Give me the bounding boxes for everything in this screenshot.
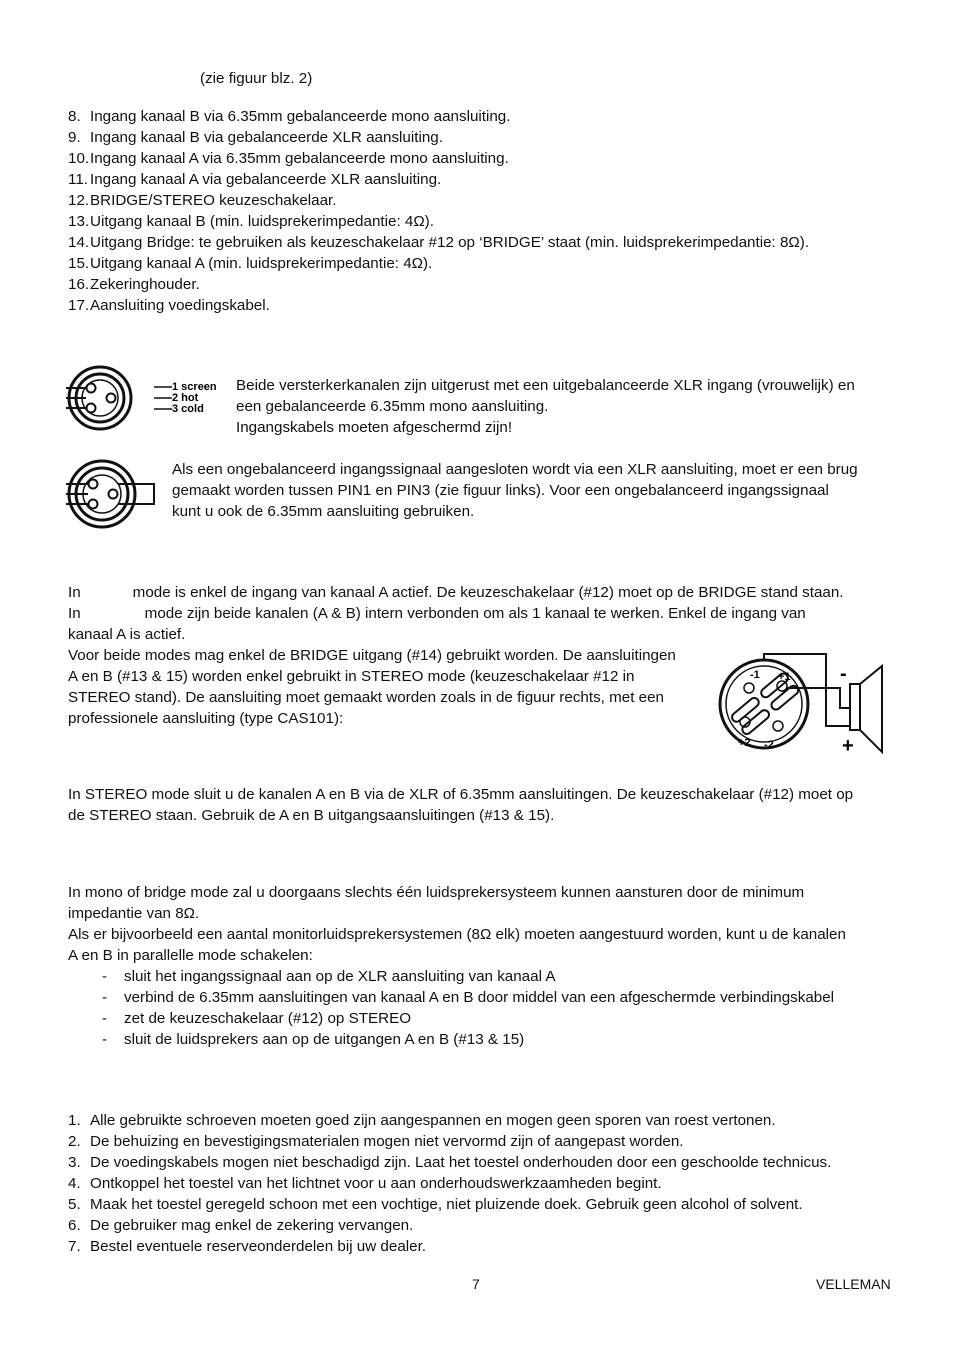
xlr-balanced-line: Beide versterkerkanalen zijn uitgerust met een uitgebalanceerde XLR ingang (vrouwelijk) en [236,377,855,394]
maintenance-item [68,1131,684,1152]
stereo-line: In STEREO mode sluit u de kanalen A en B via de XLR of 6.35mm aansluitingen. De keuzeschakelaar (#12) moet op [68,786,854,803]
xlr-unbalanced-line: kunt u ook de 6.35mm aansluiting gebruiken. [172,503,475,520]
connection-item [68,127,443,148]
bullet-text: sluit de luidsprekers aan op de uitgangen A en B (#13 & 15) [124,1031,525,1048]
parallel-line: impedantie van 8Ω. [68,905,200,922]
list-item-text: BRIDGE/STEREO keuzeschakelaar. [90,192,337,209]
list-item-text: Ingang kanaal A via 6.35mm gebalanceerde mono aansluiting. [90,150,509,167]
list-item-number: 6. [68,1217,81,1234]
list-item-text: De gebruiker mag enkel de zekering vervangen. [90,1217,414,1234]
list-item-text: Uitgang kanaal A (min. luidsprekerimpedantie: 4Ω). [90,255,433,272]
parallel-line: In mono of bridge mode zal u doorgaans slechts één luidsprekersysteem kunnen aansturen door de minimum [68,884,805,901]
bullet-text: zet de keuzeschakelaar (#12) op STEREO [124,1010,412,1027]
bridge-paragraph-line: Voor beide modes mag enkel de BRIDGE uitgang (#14) gebruikt worden. De aansluitingen [68,647,676,664]
list-item-number: 14. [68,234,90,251]
xlr-pin2-label: 2 hot [172,392,199,404]
list-item-text: De voedingskabels mogen niet beschadigd zijn. Laat het toestel onderhouden door een geschoolde technicus. [90,1154,832,1171]
bullet-item [102,1008,411,1029]
maintenance-item [68,1110,776,1131]
connection-item [68,211,434,232]
bullet-dash: - [102,1010,108,1027]
page-number: 7 [472,1276,480,1292]
xlr-unbalanced-diagram [66,458,166,532]
bridge-paragraph-line: STEREO stand). De aansluiting moet gemaakt worden zoals in de figuur rechts, met een [68,689,664,706]
maintenance-item [68,1152,831,1173]
bridge-mode-line-1: In mode is enkel de ingang van kanaal A actief. De keuzeschakelaar (#12) moet op de BRIDGE stand staan. [68,584,844,601]
connection-item [68,148,509,169]
bullet-text: sluit het ingangssignaal aan op de XLR aansluiting van kanaal A [124,968,556,985]
list-item-text: Zekeringhouder. [90,276,200,293]
figure-reference-note: (zie figuur blz. 2) [200,70,313,87]
list-item-text: Bestel eventuele reserveonderdelen bij uw dealer. [90,1238,427,1255]
list-item-text: Uitgang Bridge: te gebruiken als keuzeschakelaar #12 op ‘BRIDGE’ staat (min. luidsprekerimpedantie: 8Ω). [90,234,810,251]
xlr-pin1-label: 1 screen [172,381,217,393]
list-item-number: 17. [68,297,90,314]
xlr-balanced-line: een gebalanceerde 6.35mm mono aansluiting. [236,398,549,415]
xlr-unbalanced-line: gemaakt worden tussen PIN1 en PIN3 (zie figuur links). Voor een ongebalanceerd ingangssignaal [172,482,829,499]
connection-item [68,295,270,316]
connection-item [68,274,200,295]
list-item-text: De behuizing en bevestigingsmaterialen mogen niet vervormd zijn of aangepast worden. [90,1133,684,1150]
list-item-text: Maak het toestel geregeld schoon met een vochtige, niet pluizende doek. Gebruik geen alcohol of solvent. [90,1196,803,1213]
bridge-mode-line-2: In mode zijn beide kanalen (A & B) intern verbonden om als 1 kanaal te werken. Enkel de ingang van [68,605,806,622]
bullet-item [102,1029,524,1050]
list-item-text: Ingang kanaal B via gebalanceerde XLR aansluiting. [90,129,443,146]
list-item-number: 12. [68,192,90,209]
bullet-item [102,966,555,987]
list-item-number: 9. [68,129,81,146]
list-item-number: 16. [68,276,90,293]
list-item-number: 4. [68,1175,81,1192]
list-item-number: 3. [68,1154,81,1171]
connection-item [68,190,336,211]
list-item-number: 13. [68,213,90,230]
list-item-text: Aansluiting voedingskabel. [90,297,270,314]
list-item-text: Ingang kanaal B via 6.35mm gebalanceerde mono aansluiting. [90,108,511,125]
speakon-minus1-label: -1 [750,669,760,681]
speakon-plus2-label: +2 [738,737,751,749]
bullet-dash: - [102,1031,108,1048]
maintenance-item [68,1236,426,1257]
bridge-mode-line-3: kanaal A is actief. [68,626,186,643]
bridge-paragraph-line: professionele aansluiting (type CAS101): [68,710,344,727]
parallel-line: A en B in parallelle mode schakelen: [68,947,313,964]
stereo-line: de STEREO staan. Gebruik de A en B uitgangsaansluitingen (#13 & 15). [68,807,555,824]
list-item-text: Ingang kanaal A via gebalanceerde XLR aansluiting. [90,171,442,188]
xlr-unbalanced-line: Als een ongebalanceerd ingangssignaal aangesloten wordt via een XLR aansluiting, moet er een brug [172,461,858,478]
list-item-number: 8. [68,108,81,125]
speakon-minus2-label: -2 [764,739,774,751]
xlr-balanced-line: Ingangskabels moeten afgeschermd zijn! [236,419,513,436]
list-item-text: Uitgang kanaal B (min. luidsprekerimpedantie: 4Ω). [90,213,434,230]
list-item-text: Alle gebruikte schroeven moeten goed zijn aangespannen en mogen geen sporen van roest vertonen. [90,1112,776,1129]
xlr-balanced-diagram [66,364,226,434]
speaker-minus-label: - [840,663,847,685]
maintenance-item [68,1215,413,1236]
list-item-number: 7. [68,1238,81,1255]
maintenance-item [68,1173,662,1194]
footer-brand: VELLEMAN [816,1276,891,1292]
list-item-number: 11. [68,171,88,188]
list-item-number: 5. [68,1196,81,1213]
speakon-connector-diagram [716,648,892,758]
connection-item [68,106,510,127]
connection-item [68,253,432,274]
speakon-plus1-label: +1 [778,671,791,683]
xlr-pin3-label: 3 cold [172,403,204,415]
list-item-number: 2. [68,1133,81,1150]
parallel-line: Als er bijvoorbeeld een aantal monitorluidsprekersystemen (8Ω elk) moeten aangestuurd worden, kunt u de kanalen [68,926,846,943]
bullet-dash: - [102,968,108,985]
speaker-plus-label: + [842,735,854,757]
bridge-paragraph-line: A en B (#13 & 15) worden enkel gebruikt in STEREO mode (keuzeschakelaar #12 in [68,668,635,685]
bullet-text: verbind de 6.35mm aansluitingen van kanaal A en B door middel van een afgeschermde verbindingskabel [124,989,835,1006]
bullet-item [102,987,834,1008]
connection-item [68,232,809,253]
list-item-number: 15. [68,255,90,272]
bullet-dash: - [102,989,108,1006]
list-item-number: 1. [68,1112,81,1129]
list-item-number: 10. [68,150,90,167]
connection-item [68,169,441,190]
list-item-text: Ontkoppel het toestel van het lichtnet voor u aan onderhoudswerkzaamheden begint. [90,1175,662,1192]
maintenance-item [68,1194,803,1215]
